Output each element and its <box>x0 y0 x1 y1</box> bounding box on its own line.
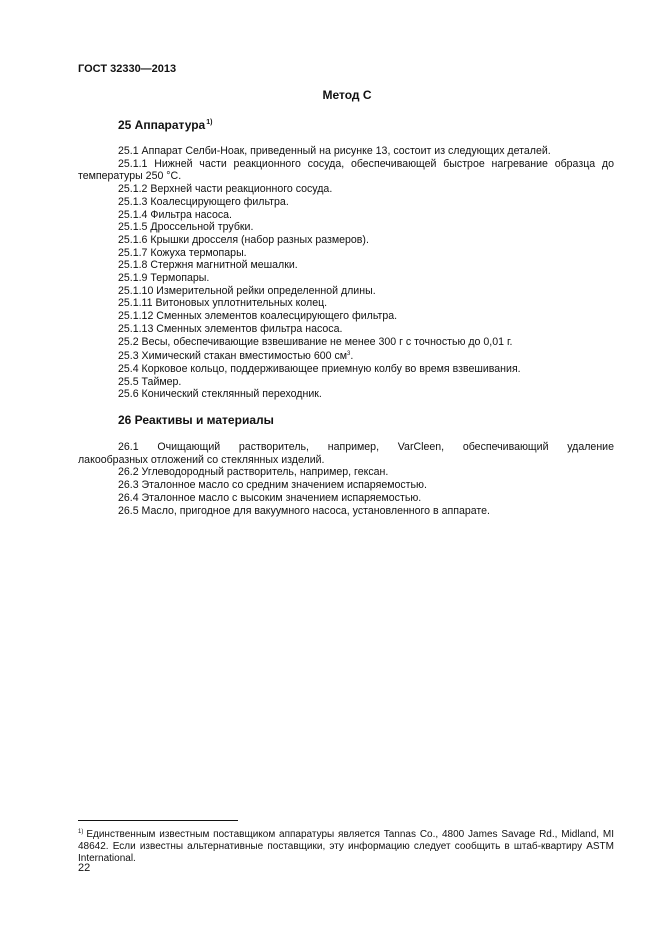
footnote-divider <box>78 820 238 821</box>
list-item: 25.1.13 Сменных элементов фильтра насоса. <box>118 322 343 335</box>
method-title: Метод С <box>322 88 372 102</box>
footnote-mark: 1) <box>78 829 84 835</box>
list-item: 25.2 Весы, обеспечивающие взвешивание не менее 300 г с точностью до 0,01 г. <box>118 335 513 348</box>
list-item: 26.4 Эталонное масло с высоким значением испаряемостью. <box>118 491 422 504</box>
list-item: 25.4 Корковое кольцо, поддерживающее приемную колбу во время взвешивания. <box>118 362 521 375</box>
list-item: 25.1.12 Сменных элементов коалесцирующего фильтра. <box>118 310 398 323</box>
section-26-body <box>78 441 614 517</box>
section-25-title <box>118 117 212 132</box>
list-item: 25.1.10 Измерительной рейки определенной длины. <box>118 284 376 297</box>
list-item: 25.1.5 Дроссельной трубки. <box>118 221 254 234</box>
list-item <box>78 348 614 363</box>
section-25-title-text: 25 Аппаратура <box>118 118 206 132</box>
list-item: 26.1 Очищающий растворитель, например, VarCleen, обеспечивающий удаление <box>118 441 614 453</box>
item-25-3-text: 25.3 Химический стакан вместимостью 600 см <box>118 350 348 363</box>
list-item: 25.1.1 Нижней части реакционного сосуда, обеспечивающей быстрое нагревание образца до температуры 250 °С. <box>78 157 614 183</box>
page-number: 22 <box>78 862 91 874</box>
section-25-body <box>78 145 614 401</box>
list-item: 26.3 Эталонное масло со средним значением испаряемостью. <box>118 479 427 492</box>
list-item: 25.1.9 Термопары. <box>118 272 210 285</box>
list-item: 25.1.3 Коалесцирующего фильтра. <box>118 195 289 208</box>
footnote-reference: 1) <box>206 119 213 126</box>
list-item: 25.5 Таймер. <box>118 375 182 388</box>
list-item: 25.1 Аппарат Селби-Ноак, приведенный на рисунке 13, состоит из следующих деталей. <box>118 145 551 157</box>
document-header: ГОСТ 32330—2013 <box>78 63 177 75</box>
footnote-text: Единственным известным поставщиком аппаратуры является Tannas Co., 4800 James Savage Rd., Midland, MI 48642. Если известны альтернативные поставщики, эту информацию следует сообщить в штаб-квартиру ASTM International. <box>78 829 614 864</box>
footnote <box>78 826 614 865</box>
list-item: 25.1.6 Крышки дросселя (набор разных размеров). <box>118 233 369 246</box>
list-item: 26.5 Масло, пригодное для вакуумного насоса, установленного в аппарате. <box>118 504 490 517</box>
list-item: 25.1.7 Кожуха термопары. <box>118 246 247 259</box>
list-item: 25.6 Конический стеклянный переходник. <box>118 388 322 401</box>
section-26-title: 26 Реактивы и материалы <box>118 413 274 427</box>
list-item-continuation: лакообразных отложений со стеклянных изделий. <box>78 453 325 466</box>
list-item: 25.1.8 Стержня магнитной мешалки. <box>118 259 298 272</box>
list-item: 25.1.2 Верхней части реакционного сосуда. <box>118 183 333 196</box>
list-item: 25.1.11 Витоновых уплотнительных колец. <box>118 297 328 310</box>
item-25-3-superscript: 3 <box>347 351 351 358</box>
list-item: 25.1.4 Фильтра насоса. <box>118 208 233 221</box>
list-item: 26.2 Углеводородный растворитель, например, гексан. <box>118 466 389 479</box>
item-25-3-end: . <box>350 350 354 363</box>
